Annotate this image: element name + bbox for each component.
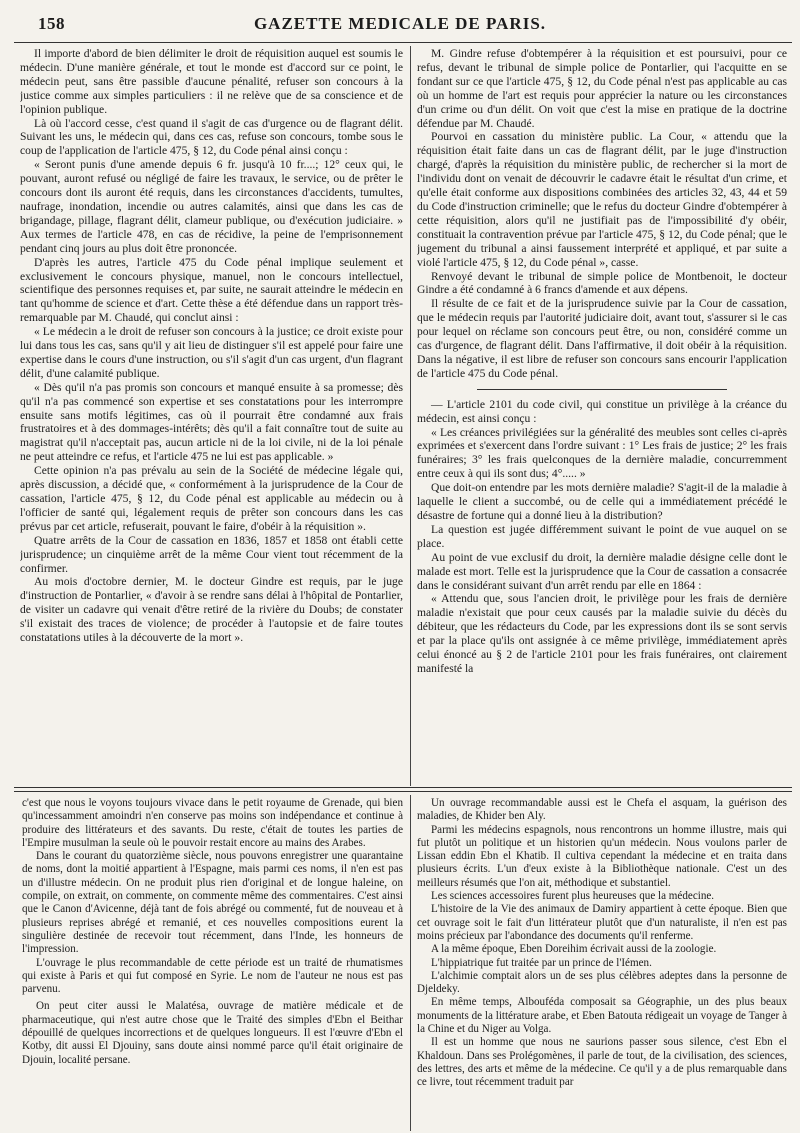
paragraph: L'histoire de la Vie des animaux de Damiry appartient à cette époque. Bien que cet ouvrage soit le fait d'un littérateur plutôt que d'un naturaliste, il n'en est pas moins précieux par l'abondance des documents qu'il renferme. [417,903,787,942]
paragraph: « Seront punis d'une amende depuis 6 fr. jusqu'à 10 fr....; 12° ceux qui, le pouvant, auront refusé ou négligé de faire les travaux, le service, ou de prêter le concours dont ils auront été requis, dans les circonstances d'accidents, tumultes, naufrage, inondation, incendie ou autres calamités, ainsi que dans les cas de brigandage, pillage, flagrant délit, clameur publique, ou d'exécution judiciaire. » Aux termes de l'article 478, en cas de récidive, la peine de l'emprisonnement pendant cinq jours au plus doit être prononcée. [20,158,403,255]
paragraph: Dans le courant du quatorzième siècle, nous pouvons enregistrer une quarantaine de noms, dont la moitié appartient à l'Espagne, mais parmi ces noms, il n'en est pas un d'illustre médecin. On ne produit plus rien d'original et de longue haleine, on compile, on extrait, on commente, on commente même des commentaires. C'est ainsi que le Canon d'Avicenne, déjà tant de fois abrégé ou commenté, fut de nouveau et à plusieurs reprises abrégé et remanié, et ces nouvelles compositions eurent la singulière destinée de recevoir tout récemment, dans l'Inde, les honneurs de l'impression. [22,850,403,956]
paragraph: Là où l'accord cesse, c'est quand il s'agit de cas d'urgence ou de flagrant délit. Suivant les uns, le médecin qui, dans ces cas, refuse son concours, tombe sous le coup de l'application de l'article 475, § 12, du Code pénal ainsi conçu : [20,116,403,158]
page-header [20,14,780,36]
paragraph: M. Gindre refuse d'obtempérer à la réquisition et est poursuivi, pour ce refus, devant le tribunal de simple police de Pontarlier, qui l'acquitte en se fondant sur ce que l'article 475, § 12, du Code pénal n'est pas applicable au cas où un homme de l'art est requis pour apprécier la nature ou les circonstances d'un crime ou d'un délit. On voit que c'est la mise en pratique de la doctrine défendue par M. Chaudé. [417,47,787,130]
paragraph: Renvoyé devant le tribunal de simple police de Montbenoit, le docteur Gindre a été condamné à 6 francs d'amende et aux dépens. [417,269,787,297]
paragraph: « Dès qu'il n'a pas promis son concours et manqué ensuite à sa promesse; dès qu'il n'a pas commencé son expertise et ses constatations pour les interrompre ensuite sans motifs légitimes, cas où il pourrait être condamné aux frais frustratoires et à des dommages-intérêts; dès qu'il a fait connaître tout de suite au magistrat qu'il n'acceptait pas, aucun article ni de la loi civile, ni de la loi pénale ne peut atteindre ce refus, et l'article 475 ne lui est pas applicable. » [20,380,403,464]
paragraph: L'alchimie comptait alors un de ses plus célèbres adeptes dans la personne de Djeldeky. [417,969,787,996]
paragraph: « Les créances privilégiées sur la généralité des meubles sont celles ci-après exprimées et s'exercent dans l'ordre suivant : 1° Les frais de justice; 2° les frais funéraires; 3° les frais quelconques de la dernière maladie, concurremment entre ceux à qui ils sont dus; 4°..... » [417,425,787,481]
paragraph: Il résulte de ce fait et de la jurisprudence suivie par la Cour de cassation, que le médecin requis par l'autorité judiciaire doit, avant tout, s'assurer si le cas pour lequel on réclame son concours peut être, ou non, considéré comme un cas d'urgence, de flagrant délit. Dans l'affirmative, il doit obéir à la réquisition. Dans la négative, il est libre de refuser son concours sans encourir l'application de l'article 475 du Code pénal. [417,297,787,380]
paragraph: L'ouvrage le plus recommandable de cette période est un traité de rhumatismes qui existe à Paris et qui fut composé en Syrie. Le nom de l'auteur ne nous est pas parvenu. [22,956,403,996]
paragraph: Quatre arrêts de la Cour de cassation en 1836, 1857 et 1858 ont établi cette jurisprudence; un cinquième arrêt de la même Cour vient tout récemment de la confirmer. [20,533,403,575]
paragraph: Au point de vue exclusif du droit, la dernière maladie désigne celle dont le malade est mort. Telle est la jurisprudence que la Cour de cassation a consacrée dans le considérant suivant d'un arrêt rendu par elle en 1864 : [417,550,787,592]
paragraph: Que doit-on entendre par les mots dernière maladie? S'agit-il de la maladie à laquelle le client a succombé, ou de celle qui a immédiatement précédé le désastre de fortune qui a donné lieu à la distribution? [417,481,787,522]
paragraph: Parmi les médecins espagnols, nous rencontrons un homme illustre, mais qui fut plutôt un politique et un historien qu'un médecin. Nous voulons parler de Lissan eddin Ebn el Khatib. Il cultiva cependant la médecine et en traita dans plusieurs écrits. L'un d'eux existe à la Bibliothèque nationale. C'est un des meilleurs résumés que l'on ait, méthodique et substantiel. [417,823,787,889]
paragraph: En même temps, Albouféda composait sa Géographie, un des plus beaux monuments de la littérature arabe, et Eben Batouta rédigeait un voyage de Tanger à la Chine et du Niger au Volga. [417,996,787,1036]
lower-left-column [22,797,403,1129]
paragraph: Cette opinion n'a pas prévalu au sein de la Société de médecine légale qui, après discussion, a décidé que, « conformément à la jurisprudence de la Cour de cassation, l'article 475, § 12, du Code pénal est applicable au médecin ou à l'officier de santé qui, légalement requis de prêter son concours dans les cas prévus par cet article, refuserait, pouvant le faire, d'obéir à la réquisition ». [20,464,403,533]
paragraph: Il est un homme que nous ne saurions passer sous silence, c'est Ebn el Khaldoun. Dans ses Prolégomènes, il parle de tout, de la civilisation, des sciences, des lettres, des arts et même de la médecine. Ce qu'il y a de plus remarquable dans ce livre, tout récemment traduit par [417,1036,787,1089]
paragraph: Les sciences accessoires furent plus heureuses que la médecine. [431,890,715,903]
running-title: GAZETTE MEDICALE DE PARIS. [253,14,547,33]
header-rule [14,42,792,43]
column-divider [410,46,411,786]
paragraph: « Le médecin a le droit de refuser son concours à la justice; ce droit existe pour lui dans tous les cas, sans qu'il y ait lieu de distinguer s'il est appelé pour faire une expertise dans le cours d'une instruction, ou s'il s'agit d'un cas urgent, d'un flagrant délit, d'une calamité publique. [20,325,403,380]
paragraph: L'hippiatrique fut traitée par un prince de l'Iémen. [431,956,652,969]
paragraph: Pourvoi en cassation du ministère public. La Cour, « attendu que la réquisition était faite dans un cas de flagrant délit, par le juge d'instruction chargé, d'après la réquisition du ministère public, de rechercher si la mort de l'individu dont on venait de découvrir le cadavre était le résultat d'un crime, et qu'elle était conforme aux dispositions combinées des articles 32, 43, 44 et 59 du Code d'instruction criminelle; que le refus du docteur Gindre d'obtempérer à cette réquisition, alors qu'il ne justifiait pas de l'impossibilité d'y obéir, constituait la contravention prévue par l'article 475, § 12, du Code pénal; que le jugement du tribunal a ainsi faussement interprété et appliqué, et par suite a violé l'article 475, § 12, du Code pénal », casse. [417,130,787,269]
paragraph: A la même époque, Eben Doreihim écrivait aussi de la zoologie. [431,943,717,956]
page-number: 158 [38,14,65,33]
paragraph: D'après les autres, l'article 475 du Code pénal implique seulement et exclusivement le concours physique, manuel, non le concours intellectuel, scientifique des personnes requises et, par suite, ne saurait atteindre le médecin en tant qu'homme de science et d'art. Cette thèse a été défendue dans un rapport très-remarquable par M. Chaudé, qui conclut ainsi : [20,255,403,325]
paragraph-separator [477,389,727,390]
paragraph: Un ouvrage recommandable aussi est le Chefa el asquam, la guérison des maladies, de Khider ben Aly. [417,797,787,823]
section-rule-1 [14,787,792,788]
lower-column-divider [410,795,411,1131]
paragraph: c'est que nous le voyons toujours vivace dans le petit royaume de Grenade, qui bien qu'incessamment amoindri n'en conserve pas moins son indépendance et continue à produire des littérateurs et des savants. Du reste, c'était de toutes les parties de l'Empire musulman la seule où le pouvoir restait encore au mains des Arabes. [22,797,403,849]
paragraph: — L'article 2101 du code civil, qui constitue un privilège à la créance du médecin, est ainsi conçu : [417,397,787,425]
upper-left-column [20,47,403,781]
upper-right-column [417,47,787,781]
section-rule-2 [14,791,792,792]
paragraph: « Attendu que, sous l'ancien droit, le privilège pour les frais de dernière maladie n'existait que pour ceux causés par la maladie suivie du décès du débiteur, que les rédacteurs du Code, par les expressions dont ils se sont servis et par la place qu'ils ont assignée à ce même privilège, immédiatement après celui énoncé au § 2 de l'article 2101 pour les frais funéraires, ont clairement manifesté la [417,592,787,675]
lower-right-column [417,797,787,1129]
paragraph: Au mois d'octobre dernier, M. le docteur Gindre est requis, par le juge d'instruction de Pontarlier, « d'avoir à se rendre sans délai à l'hôpital de Pontarlier, de visiter un cadavre qui venait d'être retiré de la rivière du Doubs; de constater s'il existait des traces de violence; de procéder à l'autopsie et de faire toutes constatations utiles à la découverte de la mort ». [20,575,403,645]
paragraph: On peut citer aussi le Malatésa, ouvrage de matière médicale et de pharmaceutique, qui n'est autre chose que le Traité des simples d'Ebn el Beithar dépouillé de quelques incorrections et de quelques longueurs. Il est l'œuvre d'Ebn el Kotby, dit aussi El Djouiny, sans doute ainsi nommé parce qu'il était originaire de Djouin, localité persane. [22,1000,403,1066]
paragraph: La question est jugée différemment suivant le point de vue auquel on se place. [417,522,787,550]
paragraph: Il importe d'abord de bien délimiter le droit de réquisition auquel est soumis le médecin. D'une manière générale, et tout le monde est d'accord sur ce point, le médecin peut, sans être passible d'aucune pénalité, refuser son concours à la justice comme aux simples particuliers : il ne relève que de sa conscience et de l'opinion publique. [20,47,403,116]
